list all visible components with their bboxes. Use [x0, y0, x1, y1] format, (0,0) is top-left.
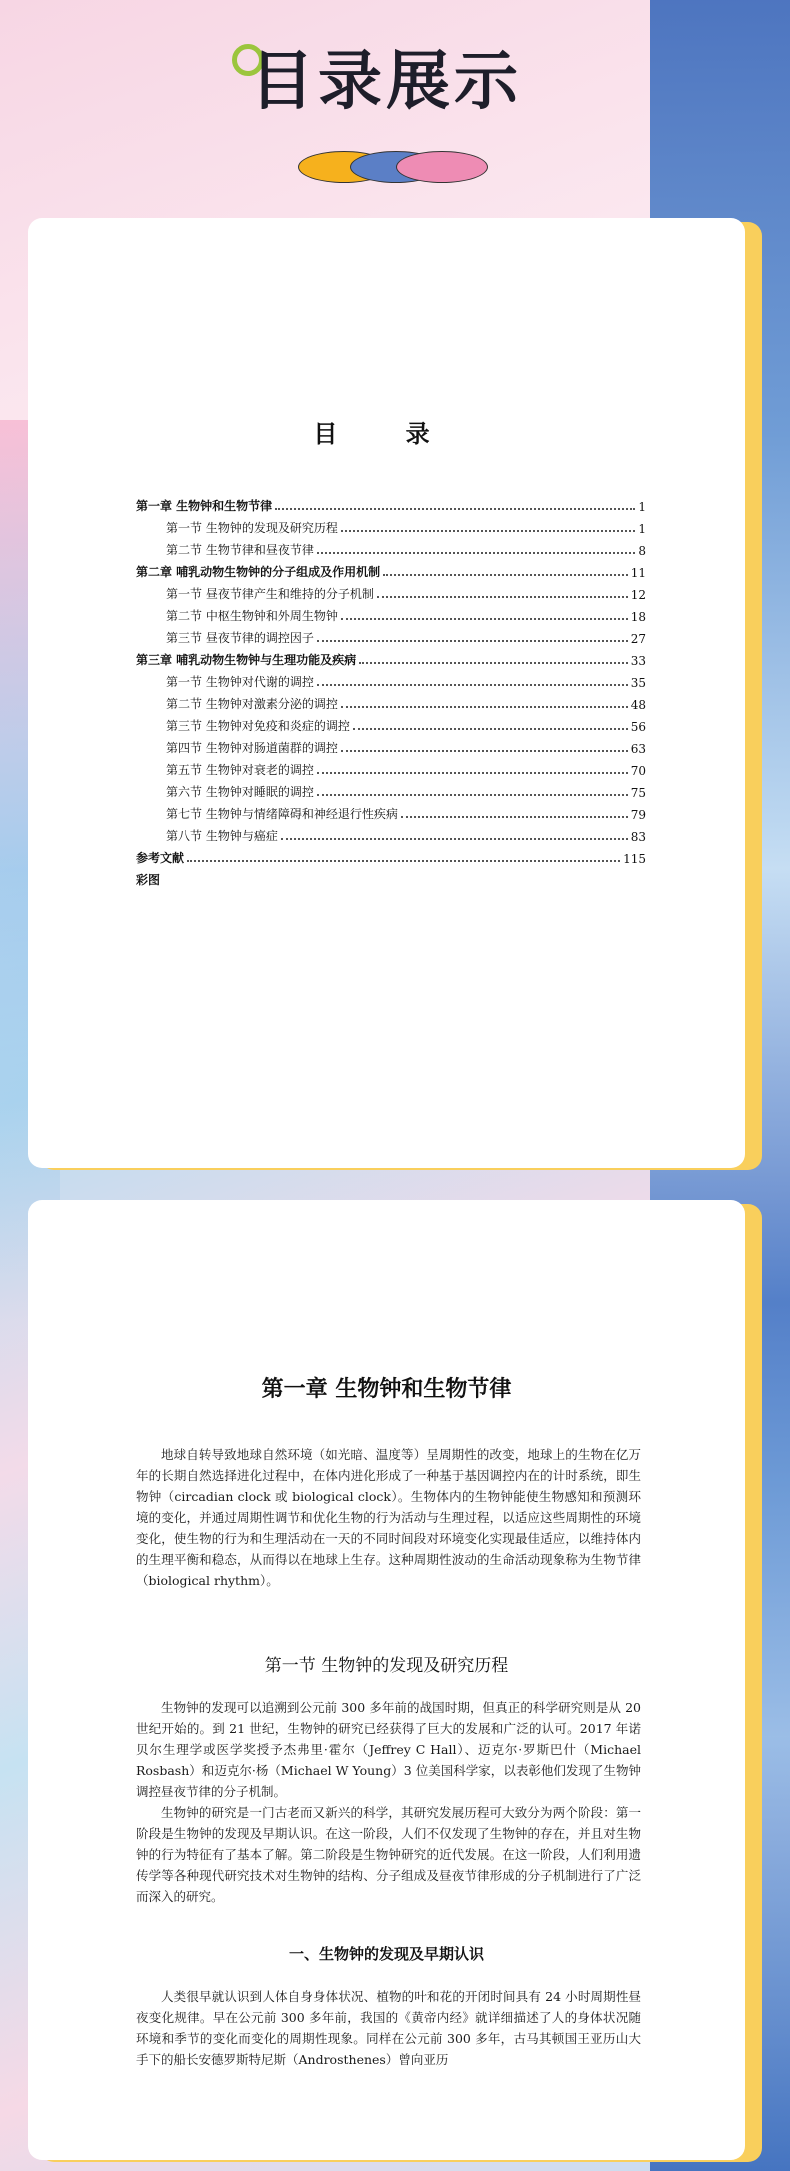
toc-leader-dots	[341, 750, 628, 752]
toc-entry-label: 第四节 生物钟对肠道菌群的调控	[166, 741, 338, 755]
toc-entry-section	[136, 624, 646, 646]
chapter-intro	[136, 1444, 641, 1591]
toc-leader-dots	[281, 838, 628, 840]
toc-entry-page: 33	[630, 654, 646, 668]
section-paragraph-1: 生物钟的发现可以追溯到公元前 300 多年前的战国时期，但真正的科学研究则是从 20 世纪开始的。到 21 世纪，生物钟的研究已经获得了巨大的发展和广泛的认可。2017 年诺贝尔生理学或医学奖授予杰弗里·霍尔（Jeffrey C Hall）、迈克尔·罗斯巴什（Michael Rosbash）和迈克尔·杨（Michael W Young）3 位美国科学家，以表彰他们发现了生物钟调控昼夜节律的分子机制。	[136, 1700, 641, 1799]
toc-entry-section	[136, 778, 646, 800]
toc-entry-page: 27	[630, 632, 646, 646]
toc-leader-dots	[317, 772, 628, 774]
toc-entry-page: 83	[630, 830, 646, 844]
toc-entry-page: 115	[623, 852, 646, 866]
toc-entry-chapter	[136, 844, 646, 866]
toc-list	[136, 492, 646, 888]
toc-entry-label: 第二节 中枢生物钟和外周生物钟	[166, 609, 338, 623]
toc-entry-label: 第二章 哺乳动物生物钟的分子组成及作用机制	[136, 565, 381, 579]
toc-entry-page: 75	[630, 786, 646, 800]
header	[0, 0, 790, 210]
toc-leader-dots	[353, 728, 628, 730]
toc-entry-page: 1	[638, 522, 646, 536]
toc-leader-dots	[341, 618, 628, 620]
subsection-body	[136, 1986, 641, 2070]
chapter-card	[28, 1200, 745, 2160]
toc-title: 目 录	[313, 419, 460, 448]
toc-entry-label: 彩图	[136, 873, 161, 887]
toc-entry-label: 第一章 生物钟和生物节律	[136, 499, 273, 513]
toc-entry-section	[136, 800, 646, 822]
toc-entry-page: 56	[630, 720, 646, 734]
toc-leader-dots	[377, 596, 628, 598]
toc-entry-page: 35	[630, 676, 646, 690]
toc-entry-page: 1	[638, 500, 646, 514]
toc-leader-dots	[275, 508, 635, 510]
section-title: 第一节 生物钟的发现及研究历程	[264, 1656, 509, 1676]
toc-entry-section	[136, 712, 646, 734]
toc-entry-label: 参考文献	[136, 851, 185, 865]
chapter-title: 第一章 生物钟和生物节律	[261, 1376, 512, 1402]
subsection-paragraph-1: 人类很早就认识到人体自身身体状况、植物的叶和花的开闭时间具有 24 小时周期性昼夜变化规律。早在公元前 300 多年前，我国的《黄帝内经》就详细描述了人的身体状况随环境和季节的变化而变化的周期性现象。同样在公元前 300 多年，古马其顿国王亚历山大手下的船长安德罗斯特尼斯（Androsthenes）曾向亚历	[136, 1989, 641, 2067]
page-title: 目录展示	[250, 45, 522, 119]
toc-leader-dots	[317, 794, 628, 796]
toc-entry-label: 第六节 生物钟对睡眠的调控	[166, 785, 314, 799]
intro-paragraph: 地球自转导致地球自然环境（如光暗、温度等）呈周期性的改变，地球上的生物在亿万年的长期自然选择进化过程中，在体内进化形成了一种基于基因调控内在的计时系统，即生物钟（circadian clock 或 biological clock）。生物体内的生物钟能使生物感知和预测环境的变化，并通过周期性调节和优化生物的行为活动与生理过程，以适应这些周期性的环境变化，使生物的行为和生理活动在一天的不同时间段对环境变化实现最佳适应，以维持体内的生理平衡和稳态，从而得以在地球上生存。这种周期性波动的生命活动现象称为生物节律（biological rhythm）。	[136, 1447, 641, 1588]
toc-entry-section	[136, 536, 646, 558]
toc-entry-page: 11	[630, 566, 646, 580]
toc-card	[28, 218, 745, 1168]
toc-entry-section	[136, 690, 646, 712]
toc-entry-label: 第三节 生物钟对免疫和炎症的调控	[166, 719, 350, 733]
section-body	[136, 1697, 641, 1907]
toc-leader-dots	[341, 706, 628, 708]
toc-entry-page: 18	[630, 610, 646, 624]
toc-entry-label: 第二节 生物节律和昼夜节律	[166, 543, 314, 557]
toc-entry-label: 第一节 生物钟对代谢的调控	[166, 675, 314, 689]
toc-entry-section	[136, 668, 646, 690]
toc-entry-label: 第五节 生物钟对衰老的调控	[166, 763, 314, 777]
toc-entry-page: 12	[630, 588, 646, 602]
toc-entry-chapter	[136, 558, 646, 580]
toc-entry-page: 63	[630, 742, 646, 756]
toc-entry-section	[136, 602, 646, 624]
toc-entry-chapter	[136, 866, 646, 888]
toc-entry-section	[136, 580, 646, 602]
toc-leader-dots	[317, 640, 628, 642]
toc-entry-section	[136, 822, 646, 844]
toc-leader-dots	[317, 552, 636, 554]
toc-entry-chapter	[136, 492, 646, 514]
toc-entry-label: 第三节 昼夜节律的调控因子	[166, 631, 314, 645]
toc-entry-label: 第七节 生物钟与情绪障碍和神经退行性疾病	[166, 807, 398, 821]
toc-leader-dots	[317, 684, 628, 686]
toc-entry-page: 79	[630, 808, 646, 822]
subsection-title: 一、生物钟的发现及早期认识	[288, 1945, 484, 1963]
toc-entry-chapter	[136, 646, 646, 668]
toc-entry-label: 第一节 昼夜节律产生和维持的分子机制	[166, 587, 374, 601]
toc-leader-dots	[187, 860, 620, 862]
toc-entry-section	[136, 734, 646, 756]
toc-entry-label: 第八节 生物钟与癌症	[166, 829, 278, 843]
toc-entry-label: 第三章 哺乳动物生物钟与生理功能及疾病	[136, 653, 357, 667]
toc-leader-dots	[401, 816, 628, 818]
section-paragraph-2: 生物钟的研究是一门古老而又新兴的科学，其研究发展历程可大致分为两个阶段：第一阶段是生物钟的发现及早期认识。在这一阶段，人们不仅发现了生物钟的存在，并且对生物钟的行为特征有了基本了解。第二阶段是生物钟研究的近代发展。在这一阶段，人们利用遗传学等各种现代研究技术对生物钟的结构、分子组成及昼夜节律形成的分子机制进行了广泛而深入的研究。	[136, 1805, 641, 1904]
toc-leader-dots	[341, 530, 636, 532]
toc-entry-page: 48	[630, 698, 646, 712]
toc-leader-dots	[359, 662, 628, 664]
toc-leader-dots	[383, 574, 628, 576]
toc-entry-page: 70	[630, 764, 646, 778]
toc-entry-section	[136, 514, 646, 536]
toc-entry-section	[136, 756, 646, 778]
decorative-oval-pink	[396, 151, 488, 183]
toc-entry-page: 8	[638, 544, 646, 558]
toc-entry-label: 第一节 生物钟的发现及研究历程	[166, 521, 338, 535]
toc-entry-label: 第二节 生物钟对激素分泌的调控	[166, 697, 338, 711]
